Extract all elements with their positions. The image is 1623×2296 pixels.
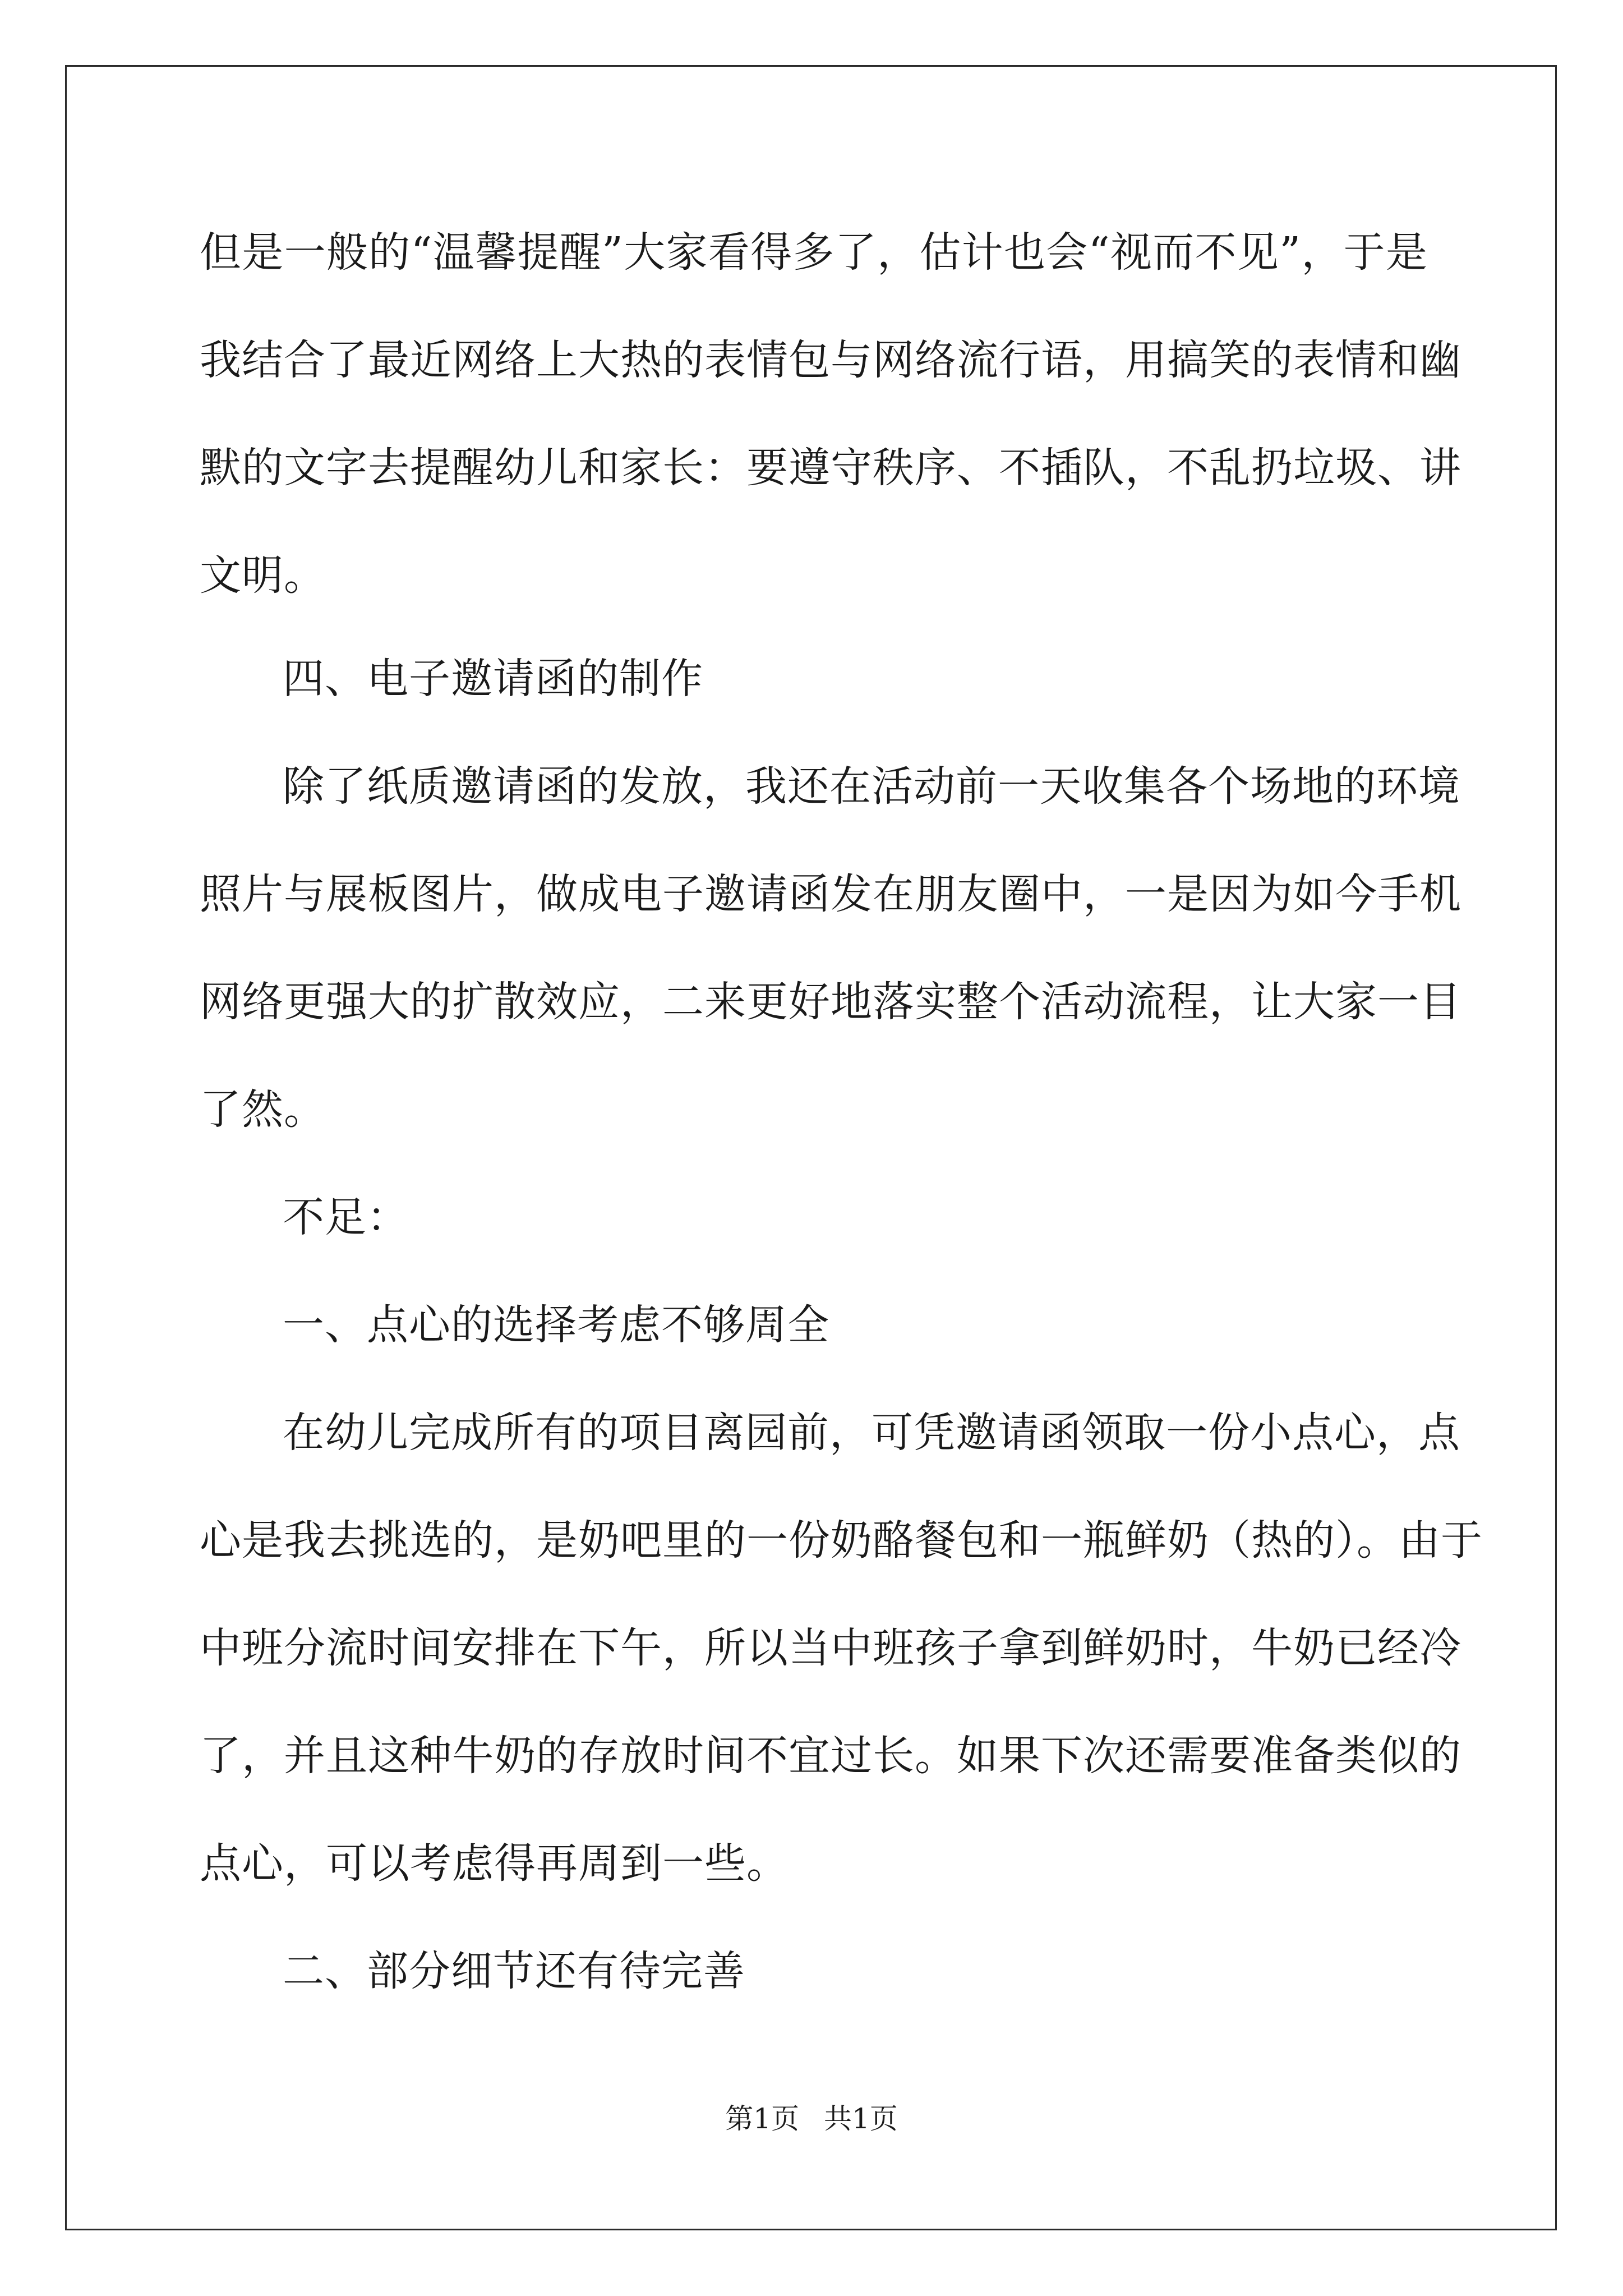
section-heading: 不足： <box>283 1193 409 1241</box>
text-line: 我结合了最近网络上大热的表情包与网络流行语，用搞笑的表情和幽 <box>200 336 1461 384</box>
text-line: 但是一般的“温馨提醒”大家看得多了，估计也会“视而不见”，于是 <box>200 228 1428 277</box>
page-number: 第1页 <box>725 2102 799 2135</box>
section-heading: 四、电子邀请函的制作 <box>283 655 703 703</box>
text-line: 除了纸质邀请函的发放，我还在活动前一天收集各个场地的环境 <box>283 762 1460 811</box>
text-line: 照片与展板图片，做成电子邀请函发在朋友圈中，一是因为如今手机 <box>200 870 1461 918</box>
text-line: 在幼儿完成所有的项目离园前，可凭邀请函领取一份小点心，点 <box>283 1409 1460 1457</box>
section-heading: 一、点心的选择考虑不够周全 <box>283 1301 829 1349</box>
text-line: 默的文字去提醒幼儿和家长：要遵守秩序、不插队，不乱扔垃圾、讲 <box>200 444 1461 492</box>
text-line: 点心，可以考虑得再周到一些。 <box>200 1839 789 1888</box>
text-line: 中班分流时间安排在下午，所以当中班孩子拿到鲜奶时，牛奶已经冷 <box>200 1624 1461 1672</box>
text-line: 文明。 <box>200 551 326 600</box>
text-line: 心是我去挑选的，是奶吧里的一份奶酪餐包和一瓶鲜奶（热的）。由于 <box>200 1516 1483 1565</box>
text-line: 网络更强大的扩散效应，二来更好地落实整个活动流程，让大家一目 <box>200 978 1461 1026</box>
text-line: 了然。 <box>200 1085 326 1134</box>
text-line: 了，并且这种牛奶的存放时间不宜过长。如果下次还需要准备类似的 <box>200 1732 1461 1780</box>
section-heading: 二、部分细节还有待完善 <box>283 1947 745 1995</box>
page-total: 共1页 <box>824 2102 898 2135</box>
page-footer <box>0 2099 1623 2138</box>
